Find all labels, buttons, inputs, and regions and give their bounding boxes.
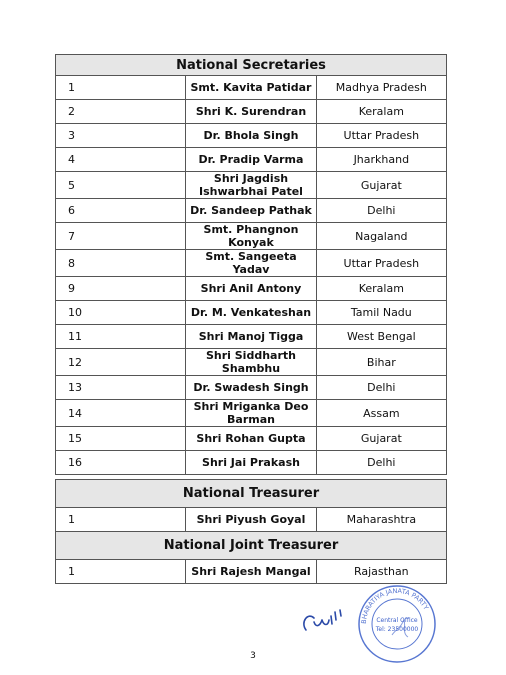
member-state: Nagaland xyxy=(316,223,446,250)
table-row xyxy=(56,76,447,100)
member-name: Dr. Pradip Varma xyxy=(186,148,316,172)
row-number: 1 xyxy=(56,76,186,100)
member-state: Delhi xyxy=(316,376,446,400)
member-name: Dr. Sandeep Pathak xyxy=(186,199,316,223)
member-name: Shri K. Surendran xyxy=(186,100,316,124)
member-state: Uttar Pradesh xyxy=(316,250,446,277)
row-number: 9 xyxy=(56,277,186,301)
row-number: 10 xyxy=(56,301,186,325)
table-row xyxy=(56,325,447,349)
table-row xyxy=(56,199,447,223)
member-state: Gujarat xyxy=(316,172,446,199)
table-row xyxy=(56,560,447,584)
row-number: 15 xyxy=(56,427,186,451)
member-name: Smt. Phangnon Konyak xyxy=(186,223,316,250)
table-row xyxy=(56,301,447,325)
row-number: 6 xyxy=(56,199,186,223)
member-state: Rajasthan xyxy=(316,560,446,584)
member-name: Dr. Swadesh Singh xyxy=(186,376,316,400)
row-number: 7 xyxy=(56,223,186,250)
member-state: Keralam xyxy=(316,277,446,301)
national-secretaries-table xyxy=(55,54,447,475)
member-name: Dr. Bhola Singh xyxy=(186,124,316,148)
member-state: Delhi xyxy=(316,199,446,223)
row-number: 13 xyxy=(56,376,186,400)
member-name: Shri Piyush Goyal xyxy=(186,508,316,532)
row-number: 5 xyxy=(56,172,186,199)
member-name: Shri Rajesh Mangal xyxy=(186,560,316,584)
member-state: Maharashtra xyxy=(316,508,446,532)
table-row xyxy=(56,400,447,427)
national-joint-treasurer-heading: National Joint Treasurer xyxy=(56,532,447,560)
member-state: Assam xyxy=(316,400,446,427)
member-name: Shri Jai Prakash xyxy=(186,451,316,475)
member-state: Jharkhand xyxy=(316,148,446,172)
svg-text:Tel: 23500000: Tel: 23500000 xyxy=(375,626,419,633)
national-treasurer-heading: National Treasurer xyxy=(56,480,447,508)
member-state: West Bengal xyxy=(316,325,446,349)
row-number: 3 xyxy=(56,124,186,148)
row-number: 14 xyxy=(56,400,186,427)
member-state: Keralam xyxy=(316,100,446,124)
row-number: 8 xyxy=(56,250,186,277)
table-row xyxy=(56,223,447,250)
member-name: Shri Jagdish Ishwarbhai Patel xyxy=(186,172,316,199)
table-row xyxy=(56,427,447,451)
table-row xyxy=(56,172,447,199)
row-number: 12 xyxy=(56,349,186,376)
member-state: Tamil Nadu xyxy=(316,301,446,325)
row-number: 2 xyxy=(56,100,186,124)
page-number: 3 xyxy=(250,651,256,661)
svg-text:Central Office: Central Office xyxy=(376,617,418,624)
table-row xyxy=(56,250,447,277)
member-state: Uttar Pradesh xyxy=(316,124,446,148)
member-name: Shri Manoj Tigga xyxy=(186,325,316,349)
table-row xyxy=(56,148,447,172)
treasurer-table xyxy=(55,479,447,584)
table-row xyxy=(56,277,447,301)
member-state: Delhi xyxy=(316,451,446,475)
member-name: Shri Siddharth Shambhu xyxy=(186,349,316,376)
row-number: 4 xyxy=(56,148,186,172)
table-row xyxy=(56,124,447,148)
row-number: 11 xyxy=(56,325,186,349)
table-row xyxy=(56,349,447,376)
member-state: Madhya Pradesh xyxy=(316,76,446,100)
member-name: Shri Mriganka Deo Barman xyxy=(186,400,316,427)
table-row xyxy=(56,508,447,532)
table-row xyxy=(56,451,447,475)
row-number: 16 xyxy=(56,451,186,475)
member-name: Smt. Sangeeta Yadav xyxy=(186,250,316,277)
national-secretaries-heading: National Secretaries xyxy=(56,55,447,76)
member-name: Shri Rohan Gupta xyxy=(186,427,316,451)
member-name: Dr. M. Venkateshan xyxy=(186,301,316,325)
member-name: Smt. Kavita Patidar xyxy=(186,76,316,100)
row-number: 1 xyxy=(56,508,186,532)
member-state: Bihar xyxy=(316,349,446,376)
table-row xyxy=(56,100,447,124)
row-number: 1 xyxy=(56,560,186,584)
svg-text:BHARATIYA JANATA PARTY: BHARATIYA JANATA PARTY xyxy=(359,586,431,625)
member-state: Gujarat xyxy=(316,427,446,451)
table-row xyxy=(56,376,447,400)
member-name: Shri Anil Antony xyxy=(186,277,316,301)
